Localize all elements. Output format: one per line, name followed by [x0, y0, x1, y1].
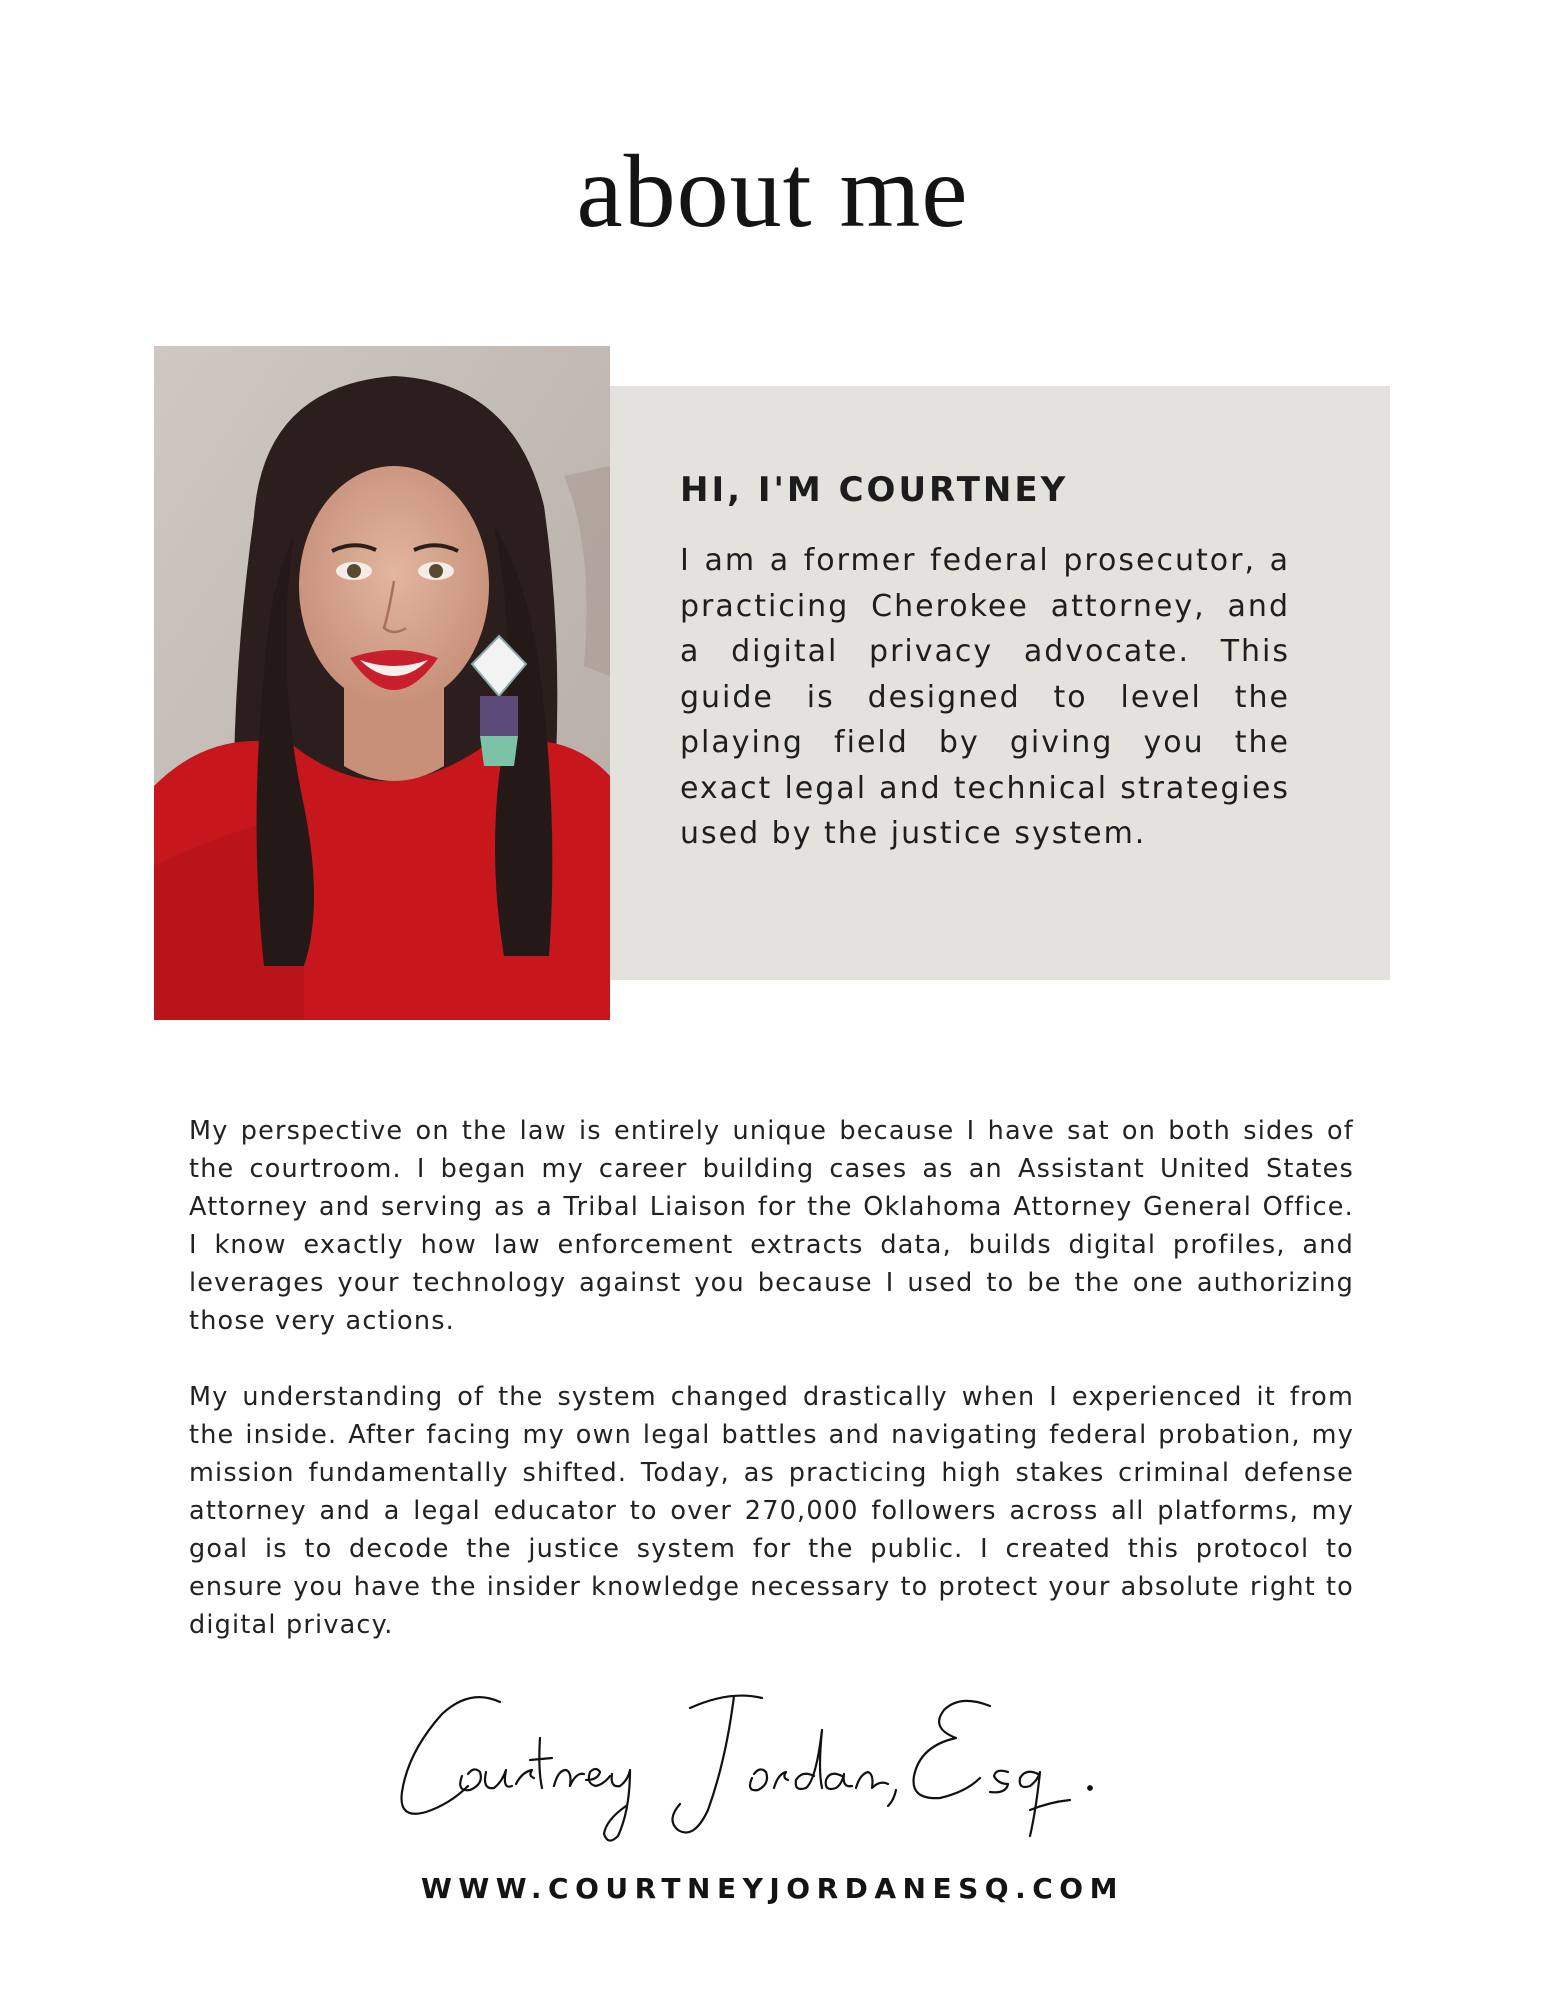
- body-paragraph-1: My perspective on the law is entirely unique because I have sat on both sides of the courtroom. I began my career building cases as an Assistant United States Attorney and serving as a Tribal Liaison for the Oklahoma Attorney General Office. I know exactly how law enforcement extracts data, builds digital profiles, and leverages your technology against you because I used to be the one authorizing those very actions.: [189, 1116, 1354, 1336]
- body-paragraph-2: My understanding of the system changed drastically when I experienced it from the inside. After facing my own legal battles and navigating federal probation, my mission fundamentally shifted. Today, as practicing high stakes criminal defense attorney and a legal educator to over 270,000 followers across all platforms, my goal is to decode the justice system for the public. I created this protocol to ensure you have the insider knowledge necessary to protect your absolute right to digital privacy.: [189, 1382, 1354, 1640]
- website-url: WWW.COURTNEYJORDANESQ.COM: [421, 1872, 1124, 1905]
- intro-heading: HI, I'M COURTNEY: [680, 470, 1069, 510]
- intro-card: [610, 386, 1390, 980]
- page-title: about me: [576, 134, 969, 249]
- signature-drawing: [390, 1680, 1150, 1850]
- signature: [390, 1680, 1150, 1850]
- intro-text: I am a former federal prosecutor, a practicing Cherokee attorney, and a digital privacy advocate. This guide is designed to level the playing field by giving you the exact legal and technical strategies used by the justice system.: [680, 543, 1290, 851]
- portrait-photo: [154, 346, 610, 1020]
